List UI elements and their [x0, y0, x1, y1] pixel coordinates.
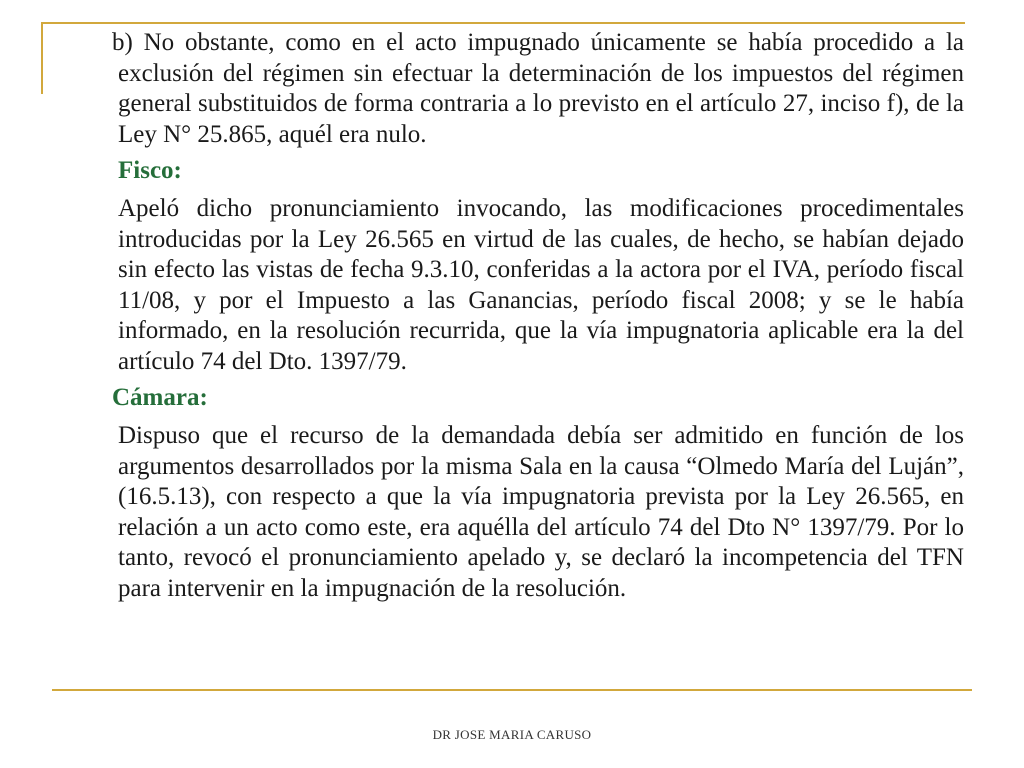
- left-rule: [41, 22, 43, 94]
- bottom-rule: [52, 689, 972, 691]
- footer-author: DR JOSE MARIA CARUSO: [432, 727, 592, 742]
- paragraph-b: b) No obstante, como en el acto impugnado únicamente se había procedido a la exclusión del régimen sin efectuar la determinación de los impuestos del régimen general substituidos de forma contraria a lo previsto en el artículo 27, inciso f), de la Ley N° 25.865, aquél era nulo.: [112, 29, 964, 148]
- fisco-paragraph: Apeló dicho pronunciamiento invocando, las modificaciones procedimentales introducidas por la Ley 26.565 en virtud de las cuales, de hecho, se habían dejado sin efecto las vistas de fecha 9.3.10, conferidas a la actora por el IVA, período fiscal 11/08, y por el Impuesto a las Ganancias, período fiscal 2008; y se le había informado, en la resolución recurrida, que la vía impugnatoria aplicable era la del artículo 74 del Dto. 1397/79.: [118, 195, 964, 375]
- slide-body: [112, 28, 964, 604]
- camara-heading: Cámara:: [112, 384, 208, 411]
- camara-paragraph: Dispuso que el recurso de la demandada debía ser admitido en función de los argumentos desarrollados por la misma Sala en la causa “Olmedo María del Luján”, (16.5.13), con respecto a que la vía impugnatoria prevista por la Ley 26.565, en relación a un acto como este, era aquélla del artículo 74 del Dto N° 1397/79. Por lo tanto, revocó el pronunciamiento apelado y, se declaró la incompetencia del TFN para intervenir en la impugnación de la resolución.: [118, 422, 964, 602]
- top-rule: [41, 22, 965, 24]
- fisco-heading: Fisco:: [118, 157, 182, 184]
